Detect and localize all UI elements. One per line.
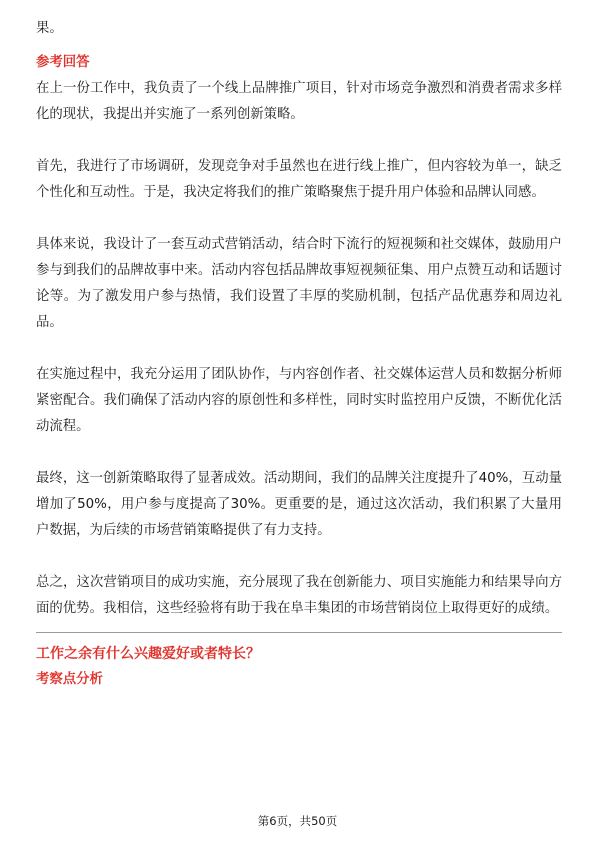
answer-paragraph-5: 最终，这一创新策略取得了显著成效。活动期间，我们的品牌关注度提升了40%，互动量增加了50%，用户参与度提高了30%。更重要的是，通过这次活动，我们积累了大量用户数据，为后续的市场营销策略提供了有力支持。 — [36, 471, 562, 538]
answer-paragraph-1: 在上一份工作中，我负责了一个线上品牌推广项目，针对市场竞争激烈和消费者需求多样化的现状，我提出并实施了一系列创新策略。 — [36, 81, 562, 122]
continuation-text: 果。 — [36, 21, 63, 36]
answer-paragraph-6: 总之，这次营销项目的成功实施，充分展现了我在创新能力、项目实施能力和结果导向方面的优势。我相信，这些经验将有助于我在阜丰集团的市场营销岗位上取得更好的成绩。 — [36, 575, 562, 616]
next-question-heading: 工作之余有什么兴趣爱好或者特长？ — [36, 646, 260, 662]
page-footer: 第6页，共50页 — [257, 814, 338, 828]
answer-paragraph-3: 具体来说，我设计了一套互动式营销活动，结合时下流行的短视频和社交媒体，鼓励用户参与到我们的品牌故事中来。活动内容包括品牌故事短视频征集、用户点赞互动和话题讨论等。为了激发用户参与热情，我们设置了丰厚的奖励机制，包括产品优惠券和周边礼品。 — [36, 237, 562, 330]
section-divider — [36, 632, 562, 633]
answer-label: 参考回答 — [36, 55, 90, 70]
analysis-label: 考察点分析 — [36, 672, 103, 687]
answer-paragraph-4: 在实施过程中，我充分运用了团队协作，与内容创作者、社交媒体运营人员和数据分析师紧密配合。我们确保了活动内容的原创性和多样性，同时实时监控用户反馈，不断优化活动流程。 — [36, 367, 562, 434]
answer-paragraph-2: 首先，我进行了市场调研，发现竞争对手虽然也在进行线上推广，但内容较为单一，缺乏个性化和互动性。于是，我决定将我们的推广策略聚焦于提升用户体验和品牌认同感。 — [36, 159, 562, 200]
page-content — [36, 16, 562, 693]
